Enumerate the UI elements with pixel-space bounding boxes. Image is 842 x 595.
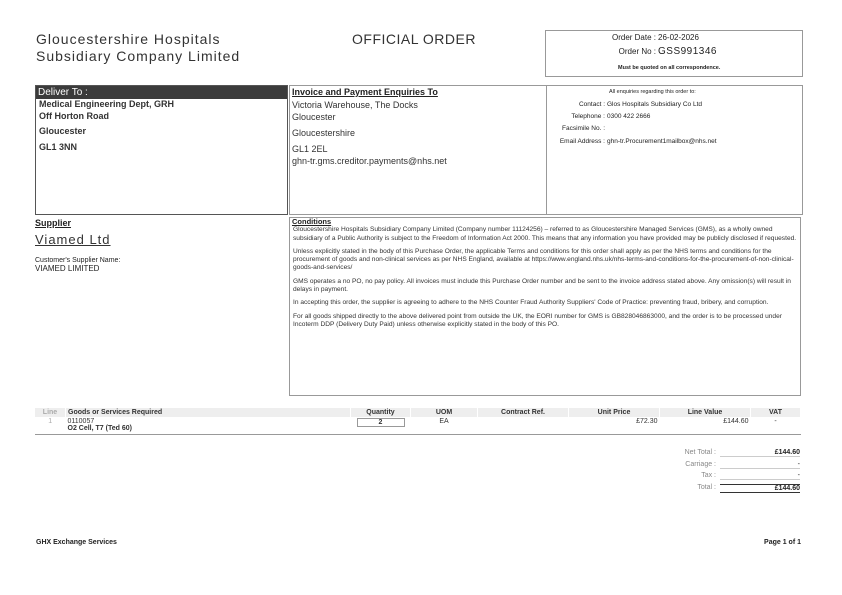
row-quantity <box>351 417 411 433</box>
deliver-line: GL1 3NN <box>39 141 78 152</box>
deliver-line: Medical Engineering Dept, GRH <box>39 99 175 109</box>
col-line-value: Line Value <box>660 408 751 417</box>
col-contract: Contract Ref. <box>478 408 569 417</box>
invoice-line: Gloucestershire <box>292 128 356 138</box>
telephone-value: 0300 422 2666 <box>607 113 651 120</box>
supplier-section <box>35 218 286 273</box>
supplier-heading: Supplier <box>35 218 72 228</box>
carriage-label: Carriage : <box>685 460 716 468</box>
totals-block <box>660 449 801 495</box>
col-line: Line <box>35 408 66 417</box>
document-title: OFFICIAL ORDER <box>352 31 476 47</box>
contact-label: Contact : <box>578 101 605 108</box>
condition-paragraph: For all goods shipped directly to the above delivered point from outside the UK, the EORI number for GMS is GB828046863000, and the order is to be processed under Incoterm DDP (Delivery Duty Paid) unless otherwise explicitly stated in the body of this PO. <box>293 312 782 328</box>
row-unit-price: £72.30 <box>636 418 658 425</box>
company-line-1: Gloucestershire Hospitals <box>36 31 221 47</box>
condition-paragraph: Unless explicitly stated in the body of this Purchase Order, the applicable Terms and conditions for this order shall apply as per the NHS terms and conditions for the procurement of goods and non-clinical services as per NHS England, available at https://www.england.nhs.uk/nhs-terms-and-conditions-for-the-procurement-of-non-clinical-goods-and-services/ <box>293 247 794 272</box>
condition-paragraph: Gloucestershire Hospitals Subsidiary Company Limited (Company number 11124256) – referred to as Gloucestershire Managed Services (GMS), as a wholly owned subsidiary of a Public Authority is subject to the Freedom of Information Act 2000. This means that any information you have provided may be publicly disclosed if requested. <box>293 226 797 242</box>
deliver-to-box <box>35 85 288 215</box>
tax-label: Tax : <box>701 472 716 479</box>
fax-label: Facsimile No. : <box>562 125 605 132</box>
customer-supplier-name: VIAMED LIMITED <box>35 264 100 273</box>
row-line-value: £144.60 <box>723 418 749 425</box>
enquiries-title: All enquiries regarding this order to: <box>609 89 696 95</box>
order-date: 26-02-2026 <box>658 33 699 42</box>
invoice-line: GL1 2EL <box>292 144 328 154</box>
supplier-name: Viamed Ltd <box>35 232 111 247</box>
invoice-box <box>289 85 803 215</box>
conditions-box <box>289 217 801 396</box>
col-unit-price: Unit Price <box>569 408 660 417</box>
email-label: Email Address : <box>559 138 605 145</box>
col-uom: UOM <box>411 408 478 417</box>
condition-paragraph: In accepting this order, the supplier is agreeing to adhere to the NHS Counter Fraud Authority Suppliers' Code of Practice: preventing fraud, bribery, and corruption. <box>293 299 769 307</box>
order-number: GSS991346 <box>658 46 717 57</box>
order-date-label: Order Date : <box>611 33 656 42</box>
conditions-heading: Conditions <box>292 217 332 226</box>
enquiries-panel <box>546 86 803 214</box>
total-label: Total : <box>697 483 716 491</box>
contact-value: Glos Hospitals Subsidiary Co Ltd <box>607 101 703 108</box>
deliver-line: Off Horton Road <box>39 110 109 121</box>
col-vat: VAT <box>751 408 801 417</box>
deliver-line: Gloucester <box>39 126 87 136</box>
row-description: O2 Cell, T7 (Ted 60) <box>67 425 132 432</box>
table-row <box>35 417 801 433</box>
deliver-to-heading: Deliver To : <box>36 86 287 99</box>
invoice-line: Gloucester <box>292 112 336 122</box>
col-goods: Goods or Services Required <box>66 408 351 417</box>
invoice-email: ghn-tr.gms.creditor.payments@nhs.net <box>292 156 447 166</box>
order-no-label: Order No : <box>618 47 656 56</box>
condition-paragraph: GMS operates a no PO, no pay policy. All invoices must include this Purchase Order number and be sent to the invoice address stated above. Any omission(s) will result in delays in payment. <box>293 277 791 294</box>
carriage-value: - <box>720 461 800 469</box>
line-items <box>35 408 801 435</box>
order-info-box <box>545 30 803 77</box>
footer-left: GHX Exchange Services <box>36 539 117 546</box>
row-code: 0110057 <box>67 418 95 425</box>
row-uom: EA <box>439 418 449 425</box>
company-line-2: Subsidiary Company Limited <box>36 48 241 64</box>
col-quantity: Quantity <box>351 408 411 417</box>
row-goods <box>66 417 351 433</box>
table-header-row <box>35 408 801 417</box>
invoice-heading: Invoice and Payment Enquiries To <box>292 87 438 97</box>
net-total-label: Net Total : <box>684 449 716 456</box>
total-value: £144.60 <box>720 484 800 493</box>
row-line: 1 <box>48 418 53 425</box>
telephone-label: Telephone : <box>571 113 605 120</box>
tax-value: - <box>720 472 800 480</box>
email-value: ghn-tr.Procurement1mailbox@nhs.net <box>607 138 717 145</box>
table-divider <box>35 434 801 435</box>
customer-supplier-label: Customer's Supplier Name: <box>35 257 121 264</box>
company-name <box>36 31 240 65</box>
row-vat: - <box>774 418 777 425</box>
invoice-line: Victoria Warehouse, The Docks <box>292 100 418 110</box>
quantity-value: 2 <box>357 418 405 427</box>
page-number: Page 1 of 1 <box>764 539 801 546</box>
line-items-table <box>35 408 801 433</box>
net-total-value: £144.60 <box>720 449 800 457</box>
row-contract <box>478 417 569 433</box>
quote-note: Must be quoted on all correspondence. <box>618 65 721 71</box>
